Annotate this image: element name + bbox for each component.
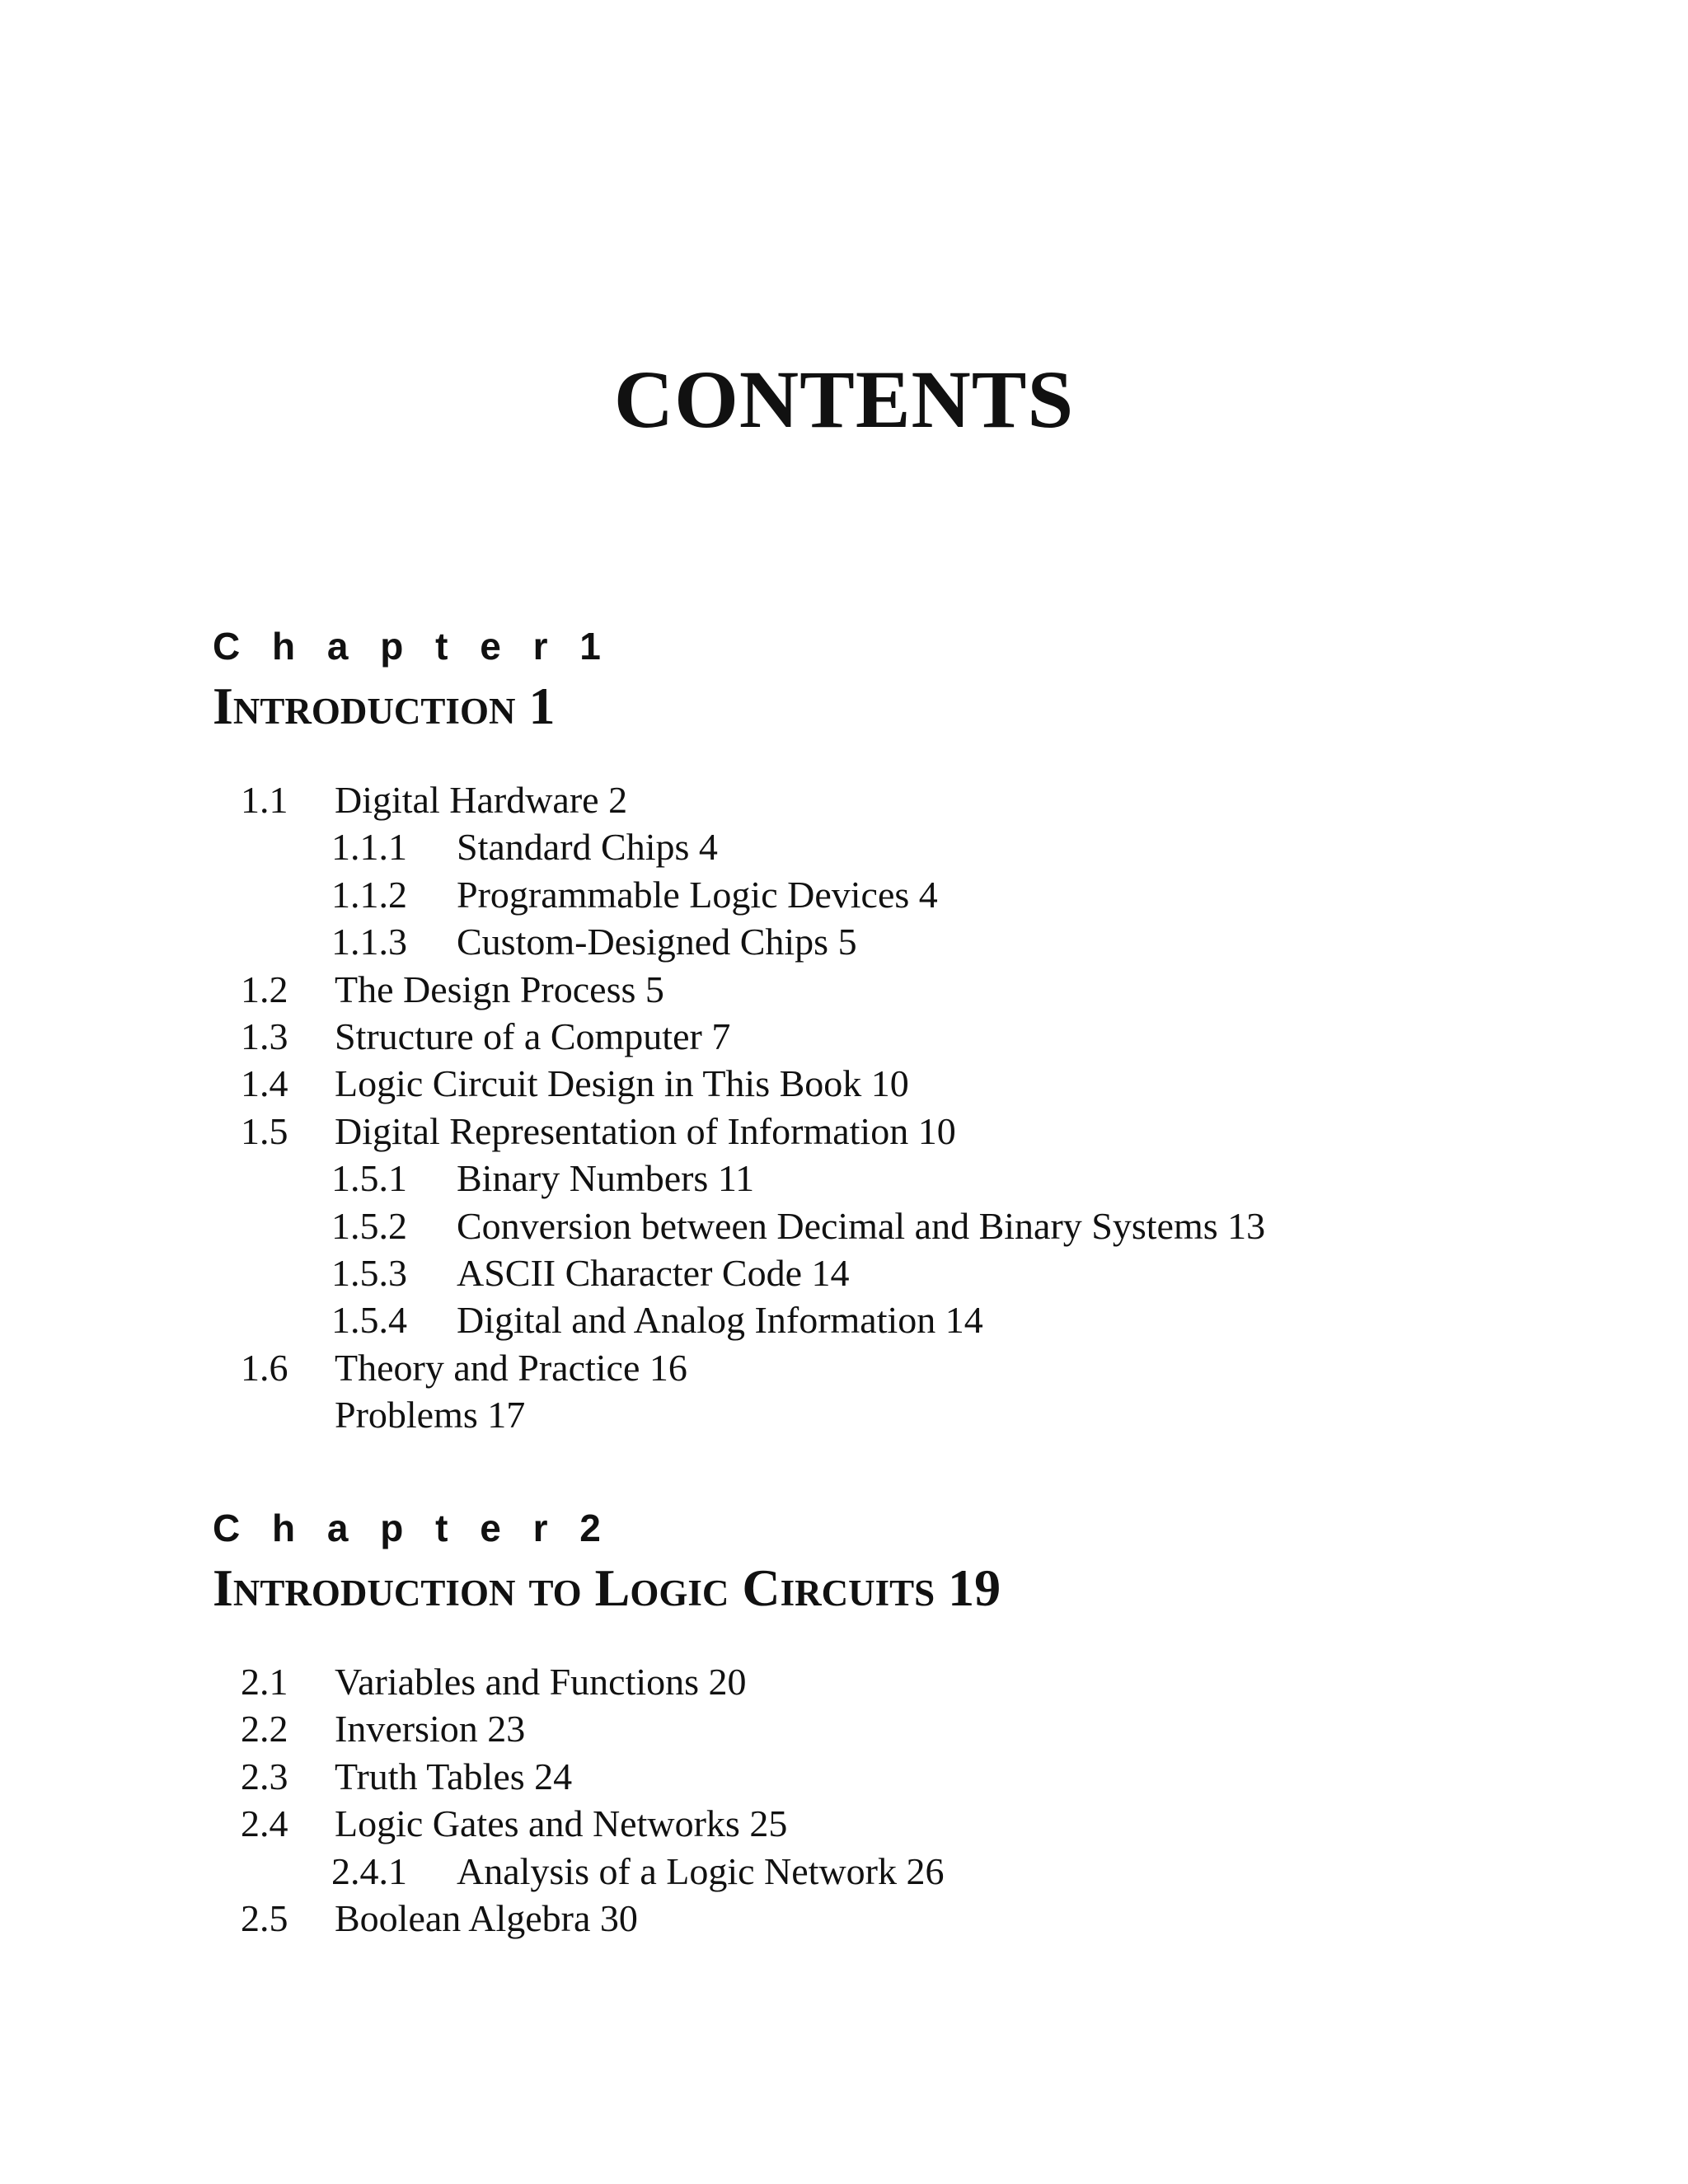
toc-entry-text [335, 1344, 687, 1391]
chapter-heading-title: Introduction to Logic Circuits [213, 1558, 935, 1617]
toc-entry-page: 17 [487, 1394, 526, 1436]
toc-entry-page: 2 [608, 779, 628, 821]
toc-entry[interactable] [213, 1249, 1614, 1296]
toc-entry-number: 1.1 [241, 779, 288, 821]
toc-entry-text [457, 918, 857, 965]
toc-entry-page: 16 [649, 1346, 687, 1389]
toc-entry[interactable] [213, 1705, 1614, 1752]
toc-entry-title: Structure of a Computer [335, 1015, 702, 1057]
toc-entry[interactable] [213, 871, 1614, 918]
toc-entry[interactable] [213, 1155, 1614, 1202]
toc-entry-page: 24 [534, 1755, 573, 1797]
toc-entry-title: Analysis of a Logic Network [457, 1849, 897, 1892]
toc-entry-title: The Design Process [335, 968, 636, 1010]
toc-entry-page: 13 [1227, 1204, 1266, 1247]
toc-entry-number: 1.5.3 [331, 1251, 407, 1294]
toc-entry-text [457, 1202, 1265, 1249]
toc-entry-text [457, 1848, 945, 1895]
chapter-heading[interactable] [213, 673, 1614, 740]
chapter-1 [213, 620, 1614, 1438]
toc-entry-title: Logic Circuit Design in This Book [335, 1062, 862, 1105]
toc-entry-page: 4 [918, 873, 938, 916]
toc-entry-page: 14 [945, 1299, 983, 1342]
toc-entry[interactable] [213, 1060, 1614, 1107]
toc-entry-page: 11 [717, 1157, 755, 1200]
toc-entries [213, 776, 1614, 1438]
toc-entry-number: 1.4 [241, 1062, 288, 1105]
toc-entry-number: 1.5.4 [331, 1299, 407, 1342]
toc-entry-page: 14 [811, 1251, 850, 1294]
toc-entry-text [335, 1060, 909, 1107]
toc-entry-number: 1.3 [241, 1015, 288, 1057]
chapter-label: C h a p t e r 2 [213, 1507, 612, 1549]
toc-entry-text [335, 1658, 747, 1705]
toc-entry-title: Logic Gates and Networks [335, 1802, 740, 1845]
toc-entry-title: Truth Tables [335, 1755, 525, 1797]
toc-entry-number: 1.1.2 [331, 873, 407, 916]
chapter-heading-page: 19 [948, 1558, 1001, 1617]
toc-entry-number: 2.4 [241, 1802, 288, 1845]
toc-entry-title: Variables and Functions [335, 1661, 700, 1703]
toc-entry-title: Standard Chips [457, 826, 690, 869]
toc-entry-text [457, 823, 718, 870]
toc-entry-title: Digital Representation of Information [335, 1109, 909, 1152]
toc-entry-text [457, 871, 938, 918]
toc-entry-page: 25 [749, 1802, 788, 1845]
toc-entry[interactable] [213, 1296, 1614, 1343]
toc-entry[interactable] [213, 776, 1614, 823]
chapter-heading[interactable] [213, 1554, 1614, 1622]
toc-entry-number: 2.1 [241, 1661, 288, 1703]
toc-entry[interactable] [213, 918, 1614, 965]
toc-entry-text [335, 1108, 956, 1155]
toc-entry[interactable] [213, 1848, 1614, 1895]
toc-entry[interactable] [213, 823, 1614, 870]
page-title: CONTENTS [613, 354, 1075, 445]
toc-entry-title: Boolean Algebra [335, 1896, 591, 1939]
toc-entry-title: Custom-Designed Chips [457, 921, 829, 963]
toc-entry-page: 7 [711, 1015, 731, 1057]
toc-entry[interactable] [213, 1013, 1614, 1060]
chapter-2 [213, 1502, 1614, 1942]
toc-entries [213, 1658, 1614, 1942]
toc-entry[interactable] [213, 1391, 1614, 1438]
toc-entry-title: Programmable Logic Devices [457, 873, 910, 916]
toc-entry-text [457, 1296, 983, 1343]
toc-entry-page: 10 [917, 1109, 956, 1152]
toc-entry-text [457, 1155, 754, 1202]
toc-entry-number: 1.5 [241, 1109, 288, 1152]
toc-entry[interactable] [213, 1800, 1614, 1847]
toc-entry[interactable] [213, 1658, 1614, 1705]
toc-entry-number: 2.5 [241, 1896, 288, 1939]
toc-entry-page: 20 [708, 1661, 747, 1703]
toc-entry-title: Digital Hardware [335, 779, 599, 821]
chapter-heading-page: 1 [528, 677, 556, 735]
toc-entry-text [335, 1895, 638, 1942]
toc-entry-text [335, 1013, 730, 1060]
toc-entry-number: 1.2 [241, 968, 288, 1010]
toc-entry-text [335, 1800, 787, 1847]
toc-entry-page: 5 [837, 921, 857, 963]
toc-entry-page: 26 [906, 1849, 945, 1892]
toc-entry-page: 4 [698, 826, 718, 869]
toc-entry-text [335, 1391, 525, 1438]
toc-entry-text [335, 966, 664, 1013]
toc-entry-number: 2.2 [241, 1708, 288, 1750]
toc-entry-text [335, 1705, 525, 1752]
toc-entry[interactable] [213, 966, 1614, 1013]
toc-entry-title: Theory and Practice [335, 1346, 640, 1389]
toc-entry-number: 2.4.1 [331, 1849, 407, 1892]
toc-entry[interactable] [213, 1344, 1614, 1391]
toc-entry[interactable] [213, 1895, 1614, 1942]
toc-entry-page: 5 [645, 968, 664, 1010]
toc-entry-title: Problems [335, 1394, 478, 1436]
toc-entry-title: ASCII Character Code [457, 1251, 802, 1294]
toc-entry-text [457, 1249, 850, 1296]
toc-entry-title: Inversion [335, 1708, 478, 1750]
toc-entry-title: Binary Numbers [457, 1157, 709, 1200]
toc-entry-page: 30 [599, 1896, 638, 1939]
toc-entry-number: 1.1.3 [331, 921, 407, 963]
toc-entry-text [335, 776, 627, 823]
toc-entry-text [335, 1753, 572, 1800]
toc-entry-number: 1.5.2 [331, 1204, 407, 1247]
toc-entry-number: 1.1.1 [331, 826, 407, 869]
toc-entry-title: Conversion between Decimal and Binary Systems [457, 1204, 1218, 1247]
chapter-heading-title: Introduction [213, 677, 516, 735]
toc-entry-page: 10 [870, 1062, 909, 1105]
toc-entry[interactable] [213, 1108, 1614, 1155]
toc-entry-page: 23 [487, 1708, 526, 1750]
chapter-label: C h a p t e r 1 [213, 625, 612, 668]
toc-entry-title: Digital and Analog Information [457, 1299, 936, 1342]
toc-entry-number: 2.3 [241, 1755, 288, 1797]
toc-entry-number: 1.5.1 [331, 1157, 407, 1200]
toc-entry[interactable] [213, 1753, 1614, 1800]
toc-entry-number: 1.6 [241, 1346, 288, 1389]
toc-entry[interactable] [213, 1202, 1614, 1249]
